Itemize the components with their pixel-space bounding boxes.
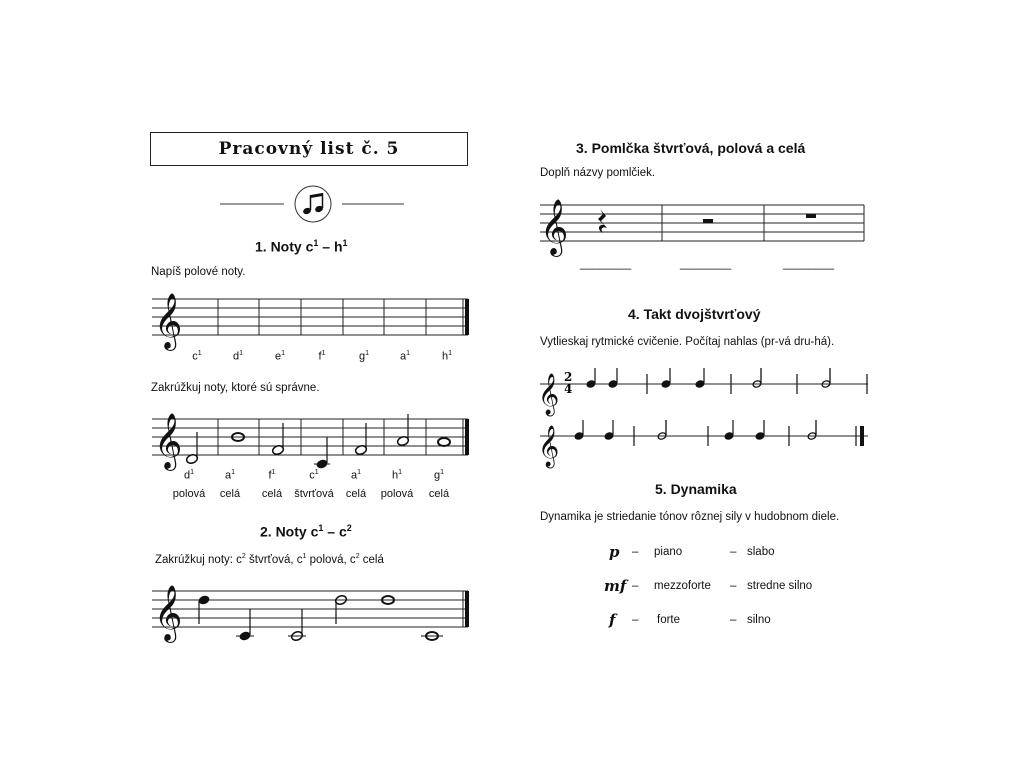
section-1-heading: 1. Noty $c^1 - h^1$ xyxy=(255,238,348,255)
section-3-heading: 3. Pomlčka štvrťová, polová a celá xyxy=(576,140,806,156)
note-value-label: celá xyxy=(261,488,283,500)
note-c1-whole xyxy=(421,632,443,640)
note-name-label: $a^1$ xyxy=(350,469,362,482)
note-name-label: $d^1$ xyxy=(183,469,195,482)
dynamic-name: piano xyxy=(654,546,683,558)
note-value-label: celá xyxy=(428,488,450,500)
note-name-label: $g^1$ xyxy=(358,350,370,363)
dynamic-symbol: mf xyxy=(604,577,627,595)
rests-staff xyxy=(538,196,868,255)
rest-answer-blank-2[interactable]: ________ xyxy=(680,258,732,270)
title-ornament xyxy=(218,184,408,224)
note-name-label: $h^1$ xyxy=(391,469,403,482)
section-4-heading: 4. Takt dvojštvrťový xyxy=(628,306,761,322)
time-signature-bottom: 4 xyxy=(564,382,573,396)
treble-clef-icon: 𝄞 xyxy=(154,585,183,641)
treble-clef-icon: 𝄞 xyxy=(540,199,569,255)
note-name-label: $a^1$ xyxy=(399,350,411,363)
note-value-label: celá xyxy=(219,488,241,500)
section-2-heading: 2. Noty $c^1 - c^2$ xyxy=(260,523,352,540)
section-1-instruction-2: Zakrúžkuj noty, ktoré sú správne. xyxy=(151,382,320,394)
time-signature-top: 2 xyxy=(564,370,573,384)
staff-3 xyxy=(150,582,475,642)
note-name-label: $h^1$ xyxy=(441,350,453,363)
half-rest-icon xyxy=(703,219,713,223)
note-c1-quarter xyxy=(314,437,330,470)
dash: – xyxy=(730,614,737,626)
treble-clef-icon: 𝄞 xyxy=(538,426,560,467)
rhythm-line-1 xyxy=(538,368,875,415)
note-name-label: $f^1$ xyxy=(318,350,326,363)
rhythm-line-2 xyxy=(538,420,875,467)
note-name-label: $g^1$ xyxy=(433,469,445,482)
note-c1-half xyxy=(288,609,306,642)
dash: – xyxy=(730,546,737,558)
treble-clef-icon: 𝄞 xyxy=(154,413,183,469)
note-g1-whole xyxy=(438,438,450,446)
section-3-instruction: Doplň názvy pomlčiek. xyxy=(540,167,656,179)
note-name-label: $e^1$ xyxy=(274,350,286,363)
note-name-label: $d^1$ xyxy=(232,350,244,363)
treble-clef-icon: 𝄞 xyxy=(538,374,560,415)
dynamic-name: mezzoforte xyxy=(654,580,711,592)
dynamic-meaning: silno xyxy=(747,614,771,626)
note-name-label: $c^1$ xyxy=(309,469,319,482)
dynamic-symbol: p xyxy=(609,543,620,561)
rest-answer-blank-3[interactable]: ________ xyxy=(783,258,835,270)
worksheet-title: Pracovný list č. 5 xyxy=(150,132,468,166)
section-1-instruction-1: Napíš polové noty. xyxy=(151,266,246,278)
treble-clef-icon: 𝄞 xyxy=(154,293,183,349)
dynamic-meaning: slabo xyxy=(747,546,775,558)
note-value-label: celá xyxy=(345,488,367,500)
dynamic-name: forte xyxy=(657,614,681,626)
rest-answer-blank-1[interactable]: ________ xyxy=(580,258,632,270)
section-5-heading: 5. Dynamika xyxy=(655,481,737,497)
music-note-icon xyxy=(302,193,324,215)
staff-1 xyxy=(150,290,475,350)
note-c1-quarter xyxy=(236,609,254,642)
staff-2 xyxy=(150,410,475,470)
dash: – xyxy=(632,546,639,558)
note-value-label: polová xyxy=(172,488,206,500)
note-name-label: $f^1$ xyxy=(268,469,276,482)
quarter-rest-icon xyxy=(598,209,607,233)
note-value-label: štvrťová xyxy=(294,488,334,500)
dash: – xyxy=(730,580,737,592)
section-2-instruction: Zakrúžkuj noty: $c^2$ štvrťová, $c^1$ polová, $c^2$ celá xyxy=(155,553,384,566)
dash: – xyxy=(632,580,639,592)
whole-rest-icon xyxy=(806,214,816,218)
note-name-label: $c^1$ xyxy=(192,350,202,363)
section-4-instruction: Vytlieskaj rytmické cvičenie. Počítaj nahlas (pr-vá dru-há). xyxy=(540,336,835,348)
dash: – xyxy=(632,614,639,626)
note-value-label: polová xyxy=(380,488,414,500)
note-name-label: $a^1$ xyxy=(224,469,236,482)
dynamic-symbol: f xyxy=(609,611,616,629)
section-5-instruction: Dynamika je striedanie tónov rôznej sily v hudobnom diele. xyxy=(540,511,840,523)
dynamic-meaning: stredne silno xyxy=(747,580,813,592)
